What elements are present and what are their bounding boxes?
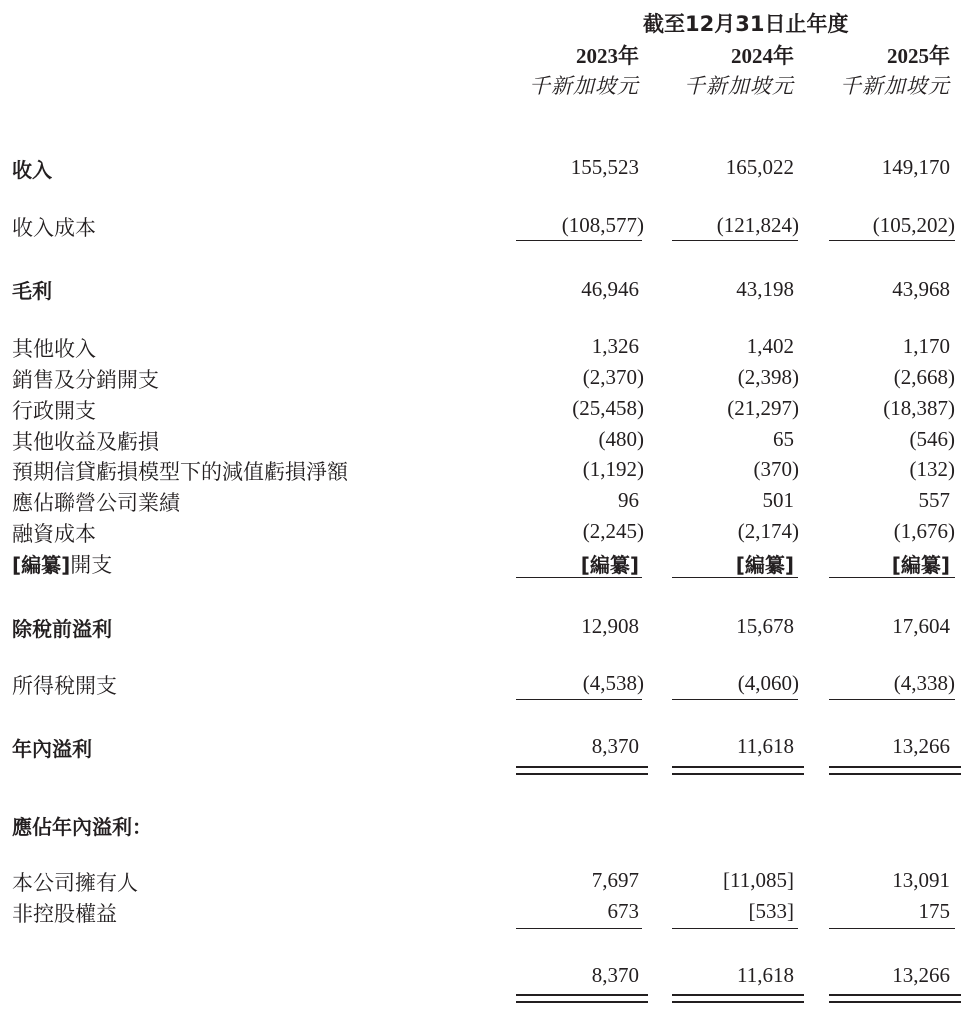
impairment-losses-2024: (370) (753, 457, 799, 481)
owners-2025: 13,091 (892, 868, 950, 892)
row-label-redacted-expenses (12, 549, 112, 579)
subtotal-rule (516, 928, 642, 929)
finance-costs-2023: (2,245) (582, 519, 644, 543)
profit-before-tax-2023: 12,908 (581, 614, 639, 638)
total-double-rule (829, 994, 961, 1003)
impairment-losses-2025: (132) (909, 457, 955, 481)
row-label-other-gains-losses: 其他收益及虧損 (12, 430, 159, 454)
profit-before-tax-2024: 15,678 (736, 614, 794, 638)
owners-2024: [11,085] (723, 868, 794, 892)
income-tax-2025: (4,338) (893, 671, 955, 695)
row-label-gross-profit: 毛利 (12, 279, 52, 303)
subtotal-rule (672, 699, 798, 700)
subtotal-rule (672, 928, 798, 929)
row-label-selling-expenses: 銷售及分銷開支 (12, 368, 159, 392)
row-label-revenue: 收入 (12, 158, 52, 182)
cost-of-revenue-2023: (108,577) (561, 213, 644, 237)
impairment-losses-2023: (1,192) (582, 457, 644, 481)
unit-heading-2025: 千新加坡元 (840, 74, 950, 98)
non-controlling-2023: 673 (607, 899, 639, 923)
income-tax-2023: (4,538) (582, 671, 644, 695)
gross-profit-2025: 43,968 (892, 277, 950, 301)
other-income-2024: 1,402 (746, 334, 794, 358)
total-double-rule (672, 766, 804, 775)
subtotal-rule (829, 240, 955, 241)
row-label-cost-of-revenue: 收入成本 (12, 216, 96, 240)
year-2025-heading: 2025年 (887, 44, 950, 68)
attributable-total-2025: 13,266 (892, 963, 950, 987)
non-controlling-2024: [533] (748, 899, 794, 923)
attributable-total-2024: 11,618 (737, 963, 794, 987)
year-2023-heading: 2023年 (576, 44, 639, 68)
profit-for-year-2023: 8,370 (591, 734, 639, 758)
subtotal-rule (672, 240, 798, 241)
row-label-admin-expenses: 行政開支 (12, 399, 96, 423)
row-label-other-income: 其他收入 (12, 337, 96, 361)
row-label-finance-costs: 融資成本 (12, 522, 96, 546)
subtotal-rule (829, 699, 955, 700)
row-label-profit-before-tax: 除稅前溢利 (12, 617, 112, 641)
other-income-2025: 1,170 (902, 334, 950, 358)
year-2024-heading: 2024年 (731, 44, 794, 68)
total-double-rule (829, 766, 961, 775)
owners-2023: 7,697 (591, 868, 639, 892)
selling-expenses-2024: (2,398) (737, 365, 799, 389)
profit-for-year-2025: 13,266 (892, 734, 950, 758)
non-controlling-2025: 175 (918, 899, 950, 923)
section-heading-attributable: 應佔年內溢利： (12, 815, 152, 839)
redacted-expenses-2025: [編纂] (891, 553, 950, 577)
total-double-rule (672, 994, 804, 1003)
selling-expenses-2025: (2,668) (893, 365, 955, 389)
subtotal-rule (672, 577, 798, 578)
admin-expenses-2025: (18,387) (883, 396, 955, 420)
period-heading: 截至12月31日止年度 (643, 12, 849, 36)
total-double-rule (516, 766, 648, 775)
redacted-expenses-2023: [編纂] (580, 553, 639, 577)
cost-of-revenue-2025: (105,202) (872, 213, 955, 237)
row-label-profit-for-year: 年內溢利 (12, 737, 92, 761)
other-gains-losses-2025: (546) (909, 427, 955, 451)
expenses-suffix: 開支 (70, 553, 113, 577)
share-of-associates-2024: 501 (762, 488, 794, 512)
cost-of-revenue-2024: (121,824) (716, 213, 799, 237)
redacted-marker: [編纂] (12, 553, 71, 577)
gross-profit-2024: 43,198 (736, 277, 794, 301)
admin-expenses-2024: (21,297) (727, 396, 799, 420)
subtotal-rule (516, 699, 642, 700)
share-of-associates-2025: 557 (918, 488, 950, 512)
row-label-income-tax: 所得稅開支 (12, 674, 117, 698)
unit-heading-2024: 千新加坡元 (684, 74, 794, 98)
revenue-2025: 149,170 (881, 155, 950, 179)
row-label-owners: 本公司擁有人 (12, 871, 138, 895)
finance-costs-2025: (1,676) (893, 519, 955, 543)
attributable-total-2023: 8,370 (591, 963, 639, 987)
subtotal-rule (516, 240, 642, 241)
profit-before-tax-2025: 17,604 (892, 614, 950, 638)
unit-heading-2023: 千新加坡元 (529, 74, 639, 98)
profit-for-year-2024: 11,618 (737, 734, 794, 758)
redacted-expenses-2024: [編纂] (735, 553, 794, 577)
row-label-share-of-associates: 應佔聯營公司業績 (12, 491, 180, 515)
row-label-impairment-losses: 預期信貸虧損模型下的減值虧損淨額 (12, 460, 348, 484)
total-double-rule (516, 994, 648, 1003)
row-label-non-controlling: 非控股權益 (12, 902, 117, 926)
finance-costs-2024: (2,174) (737, 519, 799, 543)
subtotal-rule (516, 577, 642, 578)
other-gains-losses-2023: (480) (598, 427, 644, 451)
share-of-associates-2023: 96 (618, 488, 639, 512)
income-tax-2024: (4,060) (737, 671, 799, 695)
revenue-2024: 165,022 (725, 155, 794, 179)
subtotal-rule (829, 928, 955, 929)
selling-expenses-2023: (2,370) (582, 365, 644, 389)
admin-expenses-2023: (25,458) (572, 396, 644, 420)
other-income-2023: 1,326 (591, 334, 639, 358)
other-gains-losses-2024: 65 (773, 427, 794, 451)
subtotal-rule (829, 577, 955, 578)
revenue-2023: 155,523 (570, 155, 639, 179)
gross-profit-2023: 46,946 (581, 277, 639, 301)
